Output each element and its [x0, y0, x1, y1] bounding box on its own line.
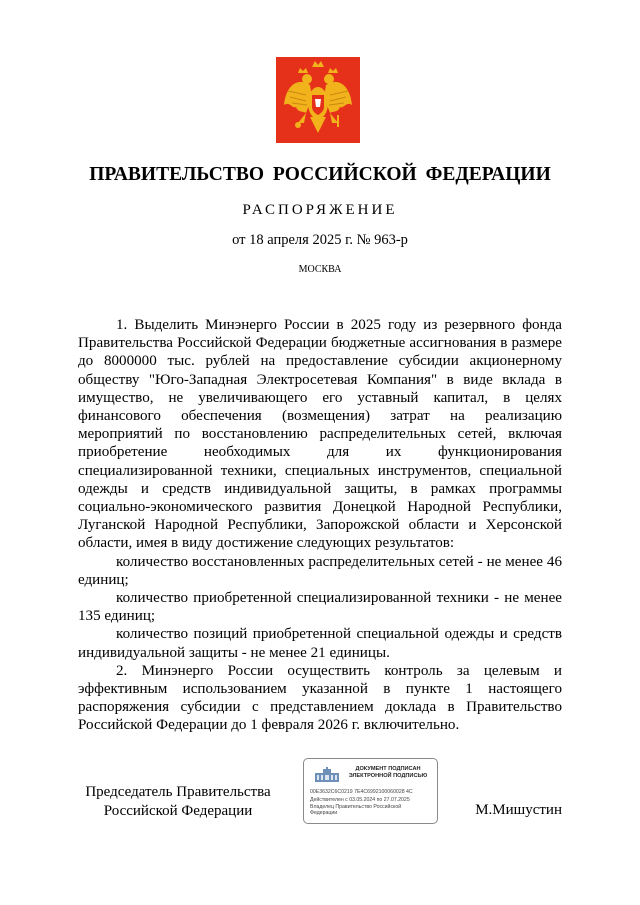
russian-coat-of-arms-icon [276, 57, 360, 143]
document-date-number: от 18 апреля 2025 г. № 963-р [232, 232, 408, 248]
document-body [78, 316, 562, 735]
stamp-owner-line2: Федерации [310, 810, 338, 816]
stamp-serial: 00E3632C6C0219 7E4C6992100060028 4C [310, 789, 413, 795]
stamp-owner-line1: Владелец Правительство Российской [310, 804, 402, 810]
signer-position-line2: Российской Федерации [103, 803, 253, 819]
stamp-title [342, 766, 434, 780]
stamp-title-line1: ДОКУМЕНТ ПОДПИСАН [355, 766, 421, 772]
result-item-protective-gear: количество позиций приобретенной специальной одежды и средств индивидуальной защиты - не менее 21 единицы. [78, 626, 562, 661]
result-item-equipment: количество приобретенной специализированной техники - не менее 135 единиц; [78, 590, 562, 625]
result-item-networks: количество восстановленных распределительных сетей - не менее 46 единиц; [78, 553, 562, 588]
signer-position-line1: Председатель Правительства [85, 784, 271, 800]
paragraph-2: 2. Минэнерго России осуществить контроль за целевым и эффективным использованием указанной в пункте 1 настоящего распоряжения субсидии с представлением доклада в Правительство Российской Федерации до 1 февраля 2026 г. включительно. [78, 662, 562, 734]
document-type: РАСПОРЯЖЕНИЕ [242, 202, 398, 218]
signer-position [78, 783, 278, 821]
stamp-validity: Действителен с 03.05.2024 по 27.07.2025 [310, 797, 410, 803]
document-city: МОСКВА [298, 264, 342, 275]
building-icon [314, 767, 340, 783]
paragraph-1: 1. Выделить Минэнерго России в 2025 году из резервного фонда Правительства Российской Федерации бюджетные ассигнования в размере до 8000000 тыс. рублей на предоставление субсидии акционерному обществу "Юго-Западная Электросетевая Компания" в виде вклада в имущество, не увеличивающего его уставный капитал, в целях финансового обеспечения (возмещения) затрат на реализацию мероприятий по восстановлению распределительных сетей, включая приобретение необходимых для их функционирования специализированной техники, специальных инструментов, специальной одежды и средств индивидуальной защиты, в рамках программы социально-экономического развития Донецкой Народной Республики, Луганской Народной Республики, Запорожской области и Херсонской области, имея в виду достижение следующих результатов: [78, 317, 562, 552]
government-title: ПРАВИТЕЛЬСТВО РОССИЙСКОЙ ФЕДЕРАЦИИ [89, 164, 551, 185]
stamp-title-line2: ЭЛЕКТРОННОЙ ПОДПИСЬЮ [348, 773, 428, 779]
electronic-signature-stamp [303, 758, 438, 824]
signer-name: М.Мишустин [475, 802, 562, 818]
